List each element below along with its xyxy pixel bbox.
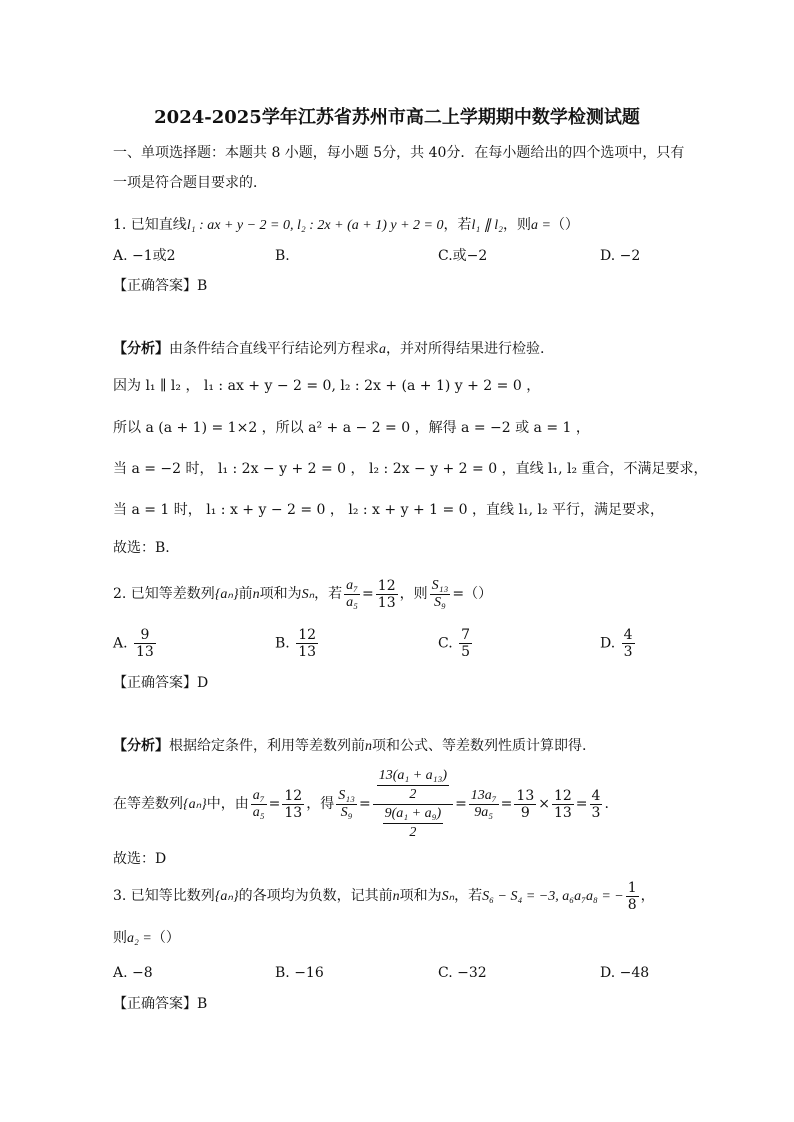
q2-text-ze: ，则 [399, 586, 428, 602]
page-title: 2024-2025学年江苏省苏州市高二上学期期中数学检测试题 [154, 107, 640, 128]
q2-text-paren: =（） [452, 586, 493, 602]
q2-sol-frac-a7-a5: $\frac{\text{a₇}}{\text{a₅}}$ [252, 787, 265, 820]
q1-math-parallel: l₁ ∥ l₂ [471, 218, 503, 233]
q3-frac-1-8: $\frac{1}{8}$ [627, 879, 637, 913]
q2-sol-frac-13a7-9a5: $\frac{\text{13a₇}}{\text{9a₅}}$ [470, 787, 497, 820]
q3-stem-line2: 则a₂ =（） [113, 930, 180, 946]
q2-solution: 在等差数列{aₙ}中，由 $\frac{\text{a₇}}{\text{a₅}}$ = $\frac{12}{13}$ ，得 $\frac{\text{S₁₃}}{\text{S₉}}$ = $\frac{\frac{\text{13(a₁ + a₁₃)}}{2}}{\frac{\text{9(a₁ + a₉)}}{2}}$ = $\frac{\text{13a₇}}{\text{9a₅}}$ = $\frac{13}{9}$ × $\frac{12}{13}$ = $\frac{4}{3}$ . [113, 767, 609, 840]
q1-analysis-tail: ，并对所得结果进行检验. [386, 341, 545, 357]
q1-analysis-var: a [379, 342, 386, 357]
q2-sol-frac-12-13: $\frac{12}{13}$ [284, 787, 303, 821]
section-instructions-line2: 一项是符合题目要求的． [113, 175, 267, 191]
q2-sn: Sₙ [301, 587, 315, 602]
q2-frac-s13-s9: $\frac{\text{S₁₃}}{\text{S₉}}$ [431, 577, 449, 610]
q2-analysis [113, 736, 586, 757]
q2-analysis-tail: 项和公式、等差数列性质计算即得. [372, 738, 587, 754]
section-instructions-line1: 一、单项选择题：本题共 8 小题，每小题 5分，共 40分．在每小题给出的四个选项中，只有 [113, 145, 685, 161]
q2-option-c: C. $\frac{7}{5}$ [438, 627, 471, 660]
q3-answer: 【正确答案】B [113, 996, 208, 1012]
q2-analysis-label: 【分析】 [113, 738, 169, 754]
q1-option-a: A. −1或2 [113, 248, 176, 264]
q2-frac-a7-a5: $\frac{\text{a₇}}{\text{a₅}}$ [346, 577, 359, 610]
q1-text-ruo: ，若 [443, 217, 472, 233]
q2-choice: 故选：D [113, 851, 167, 867]
q2-n: n [252, 587, 260, 602]
q2-text-ruo: ，若 [314, 586, 343, 602]
question-3-stem: 3. 已知等比数列{aₙ}的各项均为负数，记其前n项和为Sₙ，若S₆ − S₄ = −3, a₆a₇a₈ = − $\frac{1}{8}$ ， [113, 879, 655, 913]
q1-solution-line1: 因为 l₁ ∥ l₂ ， l₁ : ax + y − 2 = 0, l₂ : 2x + (a + 1) y + 2 = 0 ， [113, 378, 541, 394]
q2-option-b: B. $\frac{12}{13}$ [275, 627, 317, 660]
q2-eq: = [362, 586, 374, 602]
q2-seq: {aₙ} [214, 587, 239, 602]
q2-sol-frac-s13-s9: $\frac{\text{S₁₃}}{\text{S₉}}$ [338, 787, 355, 820]
q1-solution-line4: 当 a = 1 时， l₁ : x + y − 2 = 0 ， l₂ : x + y + 1 = 0 ，直线 l₁, l₂ 平行，满足要求， [113, 502, 665, 518]
q2-sol-compound-frac: $\frac{\frac{\text{13(a₁ + a₁₃)}}{2}}{\frac{\text{9(a₁ + a₉)}}{2}}$ [373, 767, 453, 842]
question-2-stem [113, 574, 492, 615]
q1-analysis-label: 【分析】 [113, 341, 169, 357]
q2-sol-frac-13-9: $\frac{13}{9}$ [516, 787, 535, 821]
q1-text: 1. 已知直线 [113, 217, 187, 233]
q3-option-d: D. −48 [600, 965, 650, 981]
q1-analysis-text: 由条件结合直线平行结论列方程求 [169, 341, 379, 357]
q1-text-ze: ，则 [502, 217, 531, 233]
q2-text: 2. 已知等差数列 [113, 586, 215, 602]
q3-option-a: A. −8 [113, 965, 153, 981]
q1-math-a: a = [530, 218, 551, 233]
q2-frac-12-13: $\frac{12}{13}$ [377, 577, 396, 611]
q1-option-c: C.或−2 [438, 248, 488, 264]
q3-option-b: B. −16 [275, 965, 324, 981]
q3-option-c: C. −32 [438, 965, 487, 981]
q1-text-paren: （） [550, 217, 579, 233]
q2-answer: 【正确答案】D [113, 675, 209, 691]
q2-sol-frac-12-13b: $\frac{12}{13}$ [553, 787, 572, 821]
q2-analysis-text: 根据给定条件，利用等差数列前 [169, 738, 365, 754]
q1-choice: 故选：B. [113, 540, 170, 556]
q1-solution-line2: 所以 a (a + 1) = 1×2 ，所以 a² + a − 2 = 0 ，解得 a = −2 或 a = 1 ， [113, 420, 590, 436]
q1-analysis [113, 339, 544, 360]
q2-text-he: 项和为 [259, 586, 302, 602]
q1-option-d: D. −2 [600, 248, 641, 264]
q2-option-a: A. $\frac{9}{13}$ [113, 627, 154, 660]
q1-answer: 【正确答案】B [113, 278, 208, 294]
q2-text-qian: 前 [238, 586, 253, 602]
question-1-stem [113, 215, 579, 236]
q1-option-b: B. [275, 248, 290, 264]
q2-option-d: D. $\frac{4}{3}$ [600, 627, 633, 660]
q1-math-lines: l₁ : ax + y − 2 = 0, l₂ : 2x + (a + 1) y + 2 = 0 [186, 218, 444, 233]
q2-sol-frac-4-3: $\frac{4}{3}$ [591, 787, 601, 821]
q2-analysis-n: n [365, 739, 372, 754]
q1-solution-line3: 当 a = −2 时， l₁ : 2x − y + 2 = 0 ， l₂ : 2x − y + 2 = 0 ，直线 l₁, l₂ 重合，不满足要求， [113, 461, 708, 477]
